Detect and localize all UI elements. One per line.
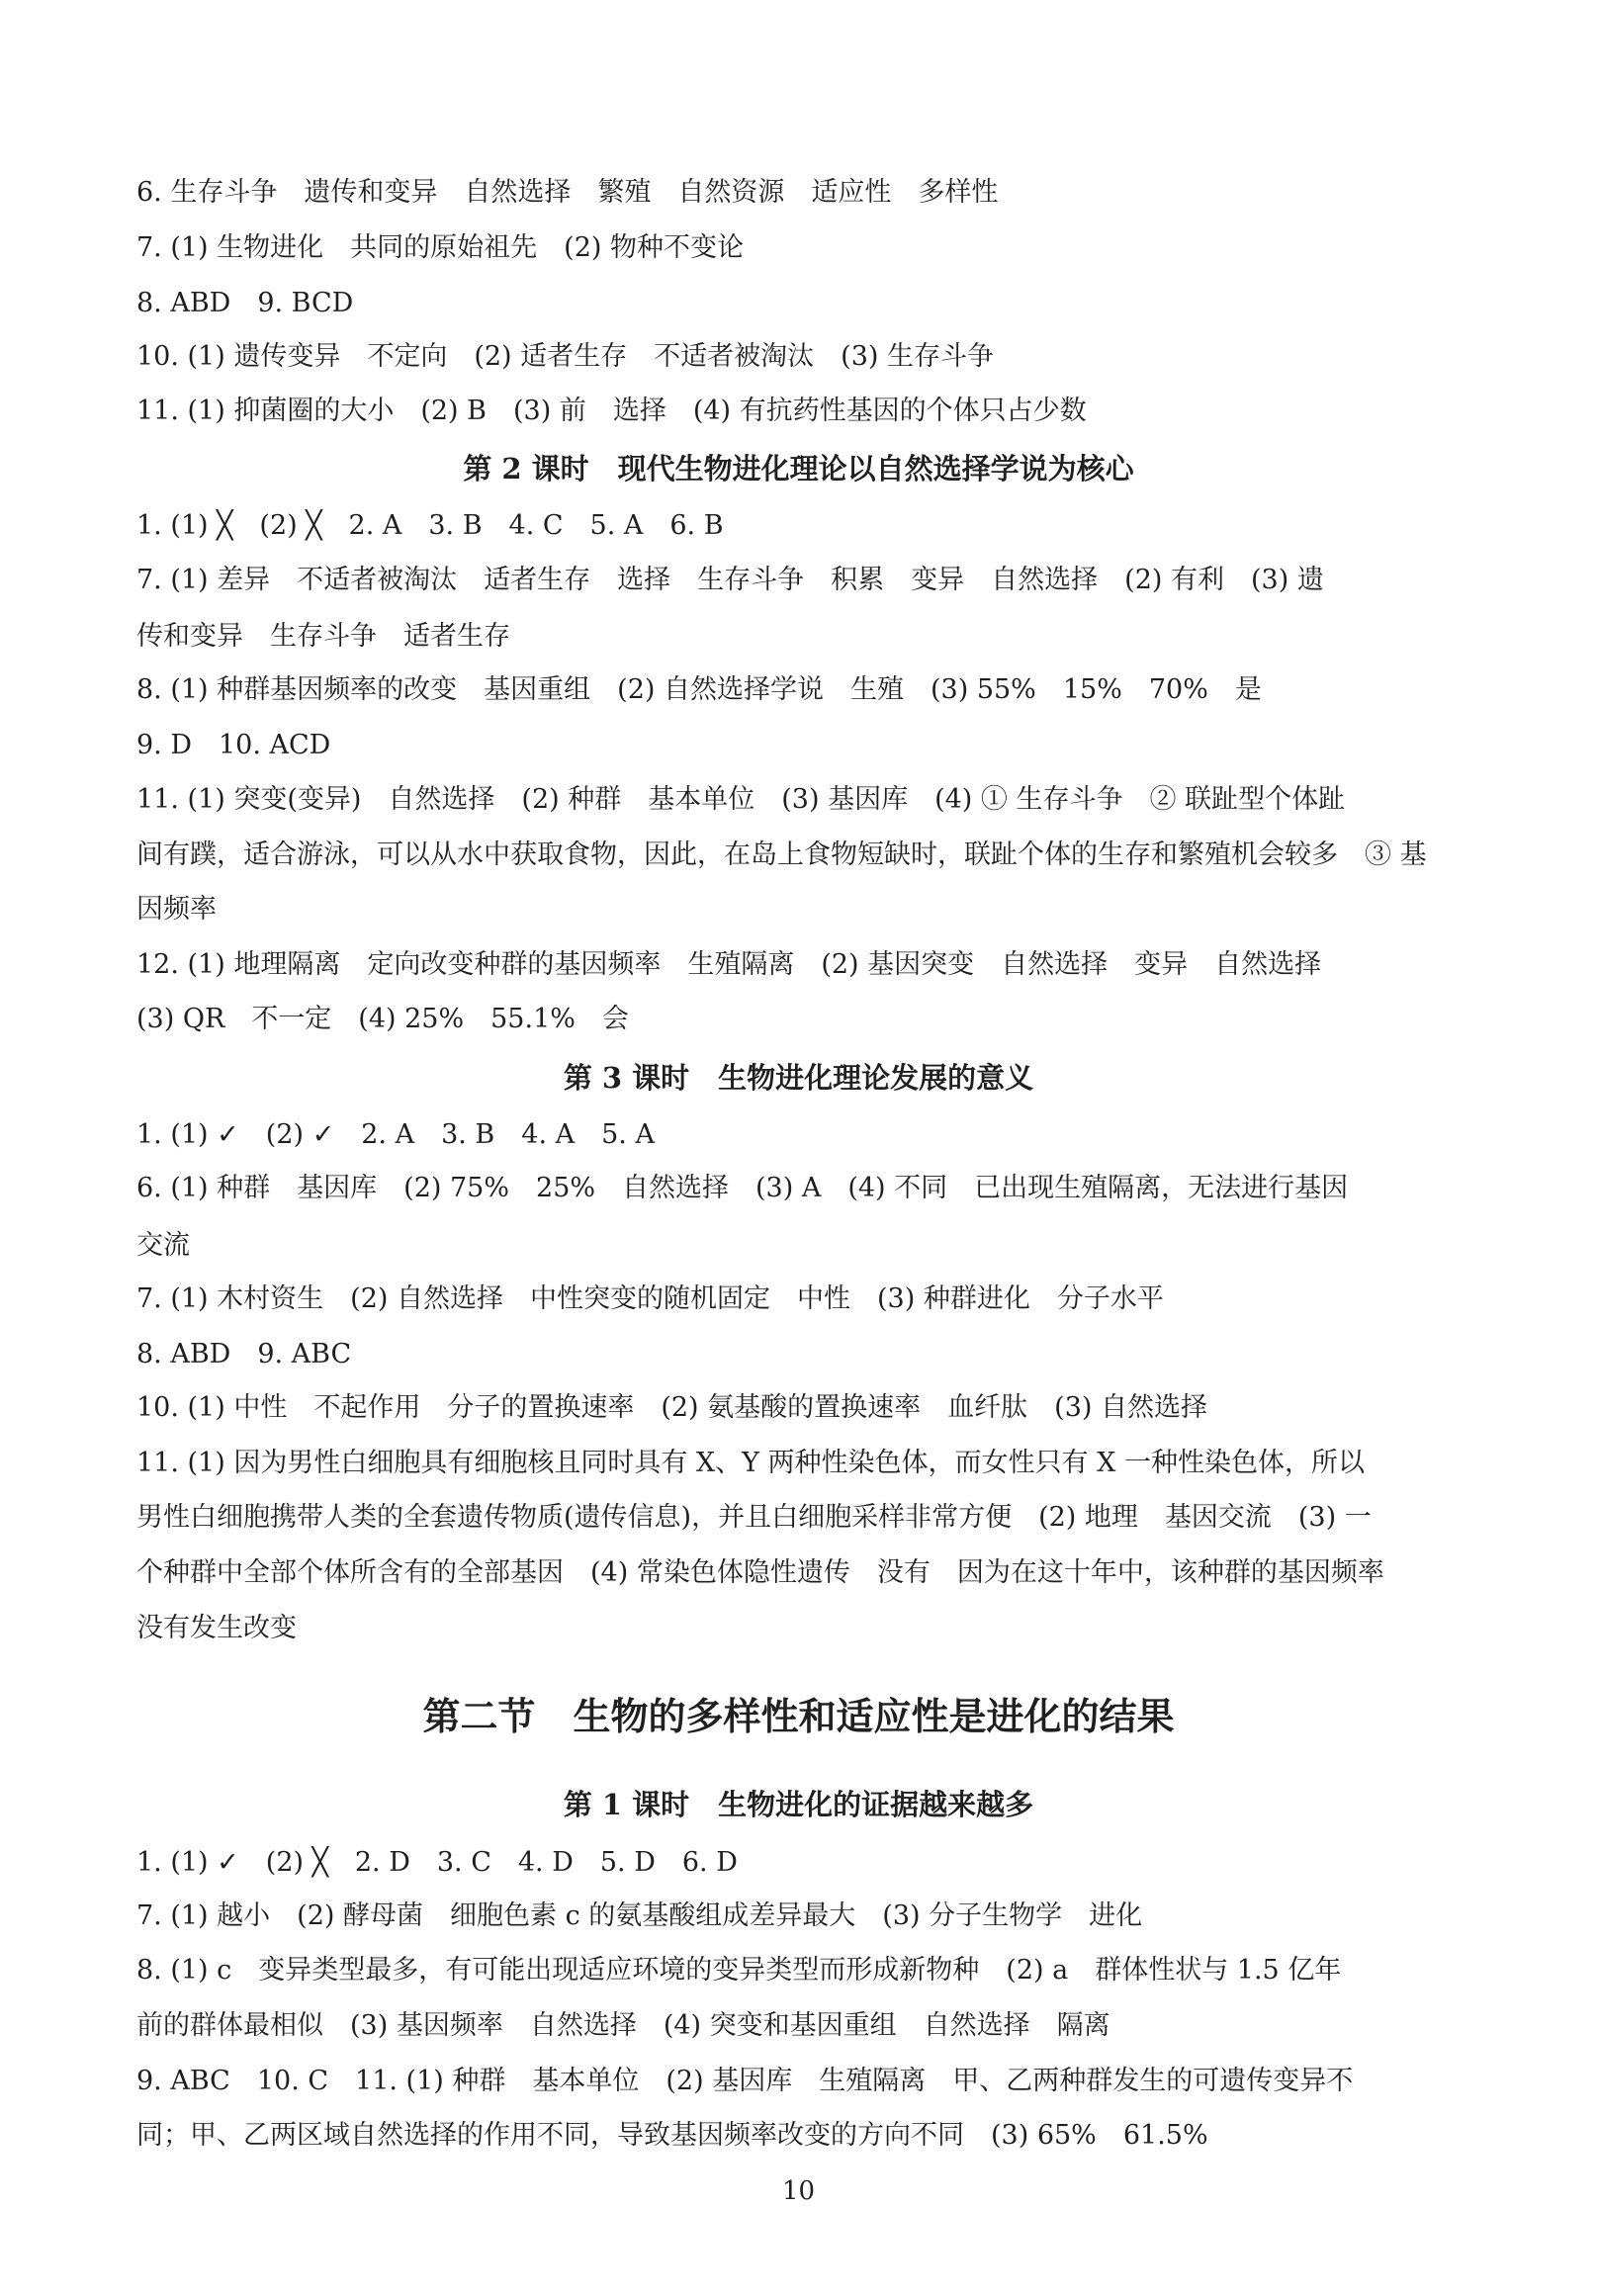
answer-line-10: 10. (1) 遗传变异 不定向 (2) 适者生存 不适者被淘汰 (3) 生存斗争	[136, 341, 995, 372]
answer-line-11: 11. (1) 因为男性白细胞具有细胞核且同时具有 X、Y 两种性染色体，而女性只有 X 一种性染色体，所以	[136, 1448, 1365, 1478]
answer-line-8: 8. (1) 种群基因频率的改变 基因重组 (2) 自然选择学说 生殖 (3) 55% 15% 70% 是	[136, 674, 1262, 705]
answer-line-11: 11. (1) 抑菌圈的大小 (2) B (3) 前 选择 (4) 有抗药性基因的个体只占少数	[136, 396, 1087, 426]
answer-line-7-cont: 传和变异 生存斗争 适者生存	[136, 621, 510, 652]
answer-line-12-cont: (3) QR 不一定 (4) 25% 55.1% 会	[136, 1004, 629, 1034]
page-number: 10	[781, 2176, 816, 2206]
answer-line-7: 7. (1) 木村资生 (2) 自然选择 中性突变的随机固定 中性 (3) 种群进化 分子水平	[136, 1283, 1164, 1314]
answer-line-6: 6. 生存斗争 遗传和变异 自然选择 繁殖 自然资源 适应性 多样性	[136, 177, 999, 208]
answer-line-11-cont2: 个种群中全部个体所含有的全部基因 (4) 常染色体隐性遗传 没有 因为在这十年中，该种群的基因频率	[136, 1557, 1384, 1588]
answer-line-9-10: 9. D 10. ACD	[136, 730, 331, 760]
answer-line-7: 7. (1) 差异 不适者被淘汰 适者生存 选择 生存斗争 积累 变异 自然选择 (2) 有利 (3) 遗	[136, 565, 1324, 595]
answer-line-11: 11. (1) 突变(变异) 自然选择 (2) 种群 基本单位 (3) 基因库 (4) ① 生存斗争 ② 联趾型个体趾	[136, 784, 1346, 815]
answer-line-8-9: 8. ABD 9. BCD	[136, 288, 354, 318]
answer-line-7: 7. (1) 越小 (2) 酵母菌 细胞色素 c 的氨基酸组成差异最大 (3) 分子生物学 进化	[136, 1900, 1143, 1931]
answer-line-11-cont3: 没有发生改变	[136, 1613, 297, 1643]
answer-line-11-cont: 男性白细胞携带人类的全套遗传物质(遗传信息)，并且白细胞采样非常方便 (2) 地理 基因交流 (3) 一	[136, 1502, 1372, 1533]
answer-line-8-9: 8. ABD 9. ABC	[136, 1339, 352, 1369]
answer-line-11-cont: 同；甲、乙两区域自然选择的作用不同，导致基因频率改变的方向不同 (3) 65% 61.5%	[136, 2120, 1208, 2151]
section-2-heading: 第二节 生物的多样性和适应性是进化的结果	[422, 1694, 1175, 1738]
answer-line-1-5: 1. (1) ✓ (2) ✓ 2. A 3. B 4. A 5. A	[136, 1119, 655, 1150]
lesson-3-heading: 第 3 课时 生物进化理论发展的意义	[563, 1061, 1034, 1095]
answer-line-7: 7. (1) 生物进化 共同的原始祖先 (2) 物种不变论	[136, 232, 744, 263]
lesson-1-heading: 第 1 课时 生物进化的证据越来越多	[563, 1788, 1034, 1821]
answer-line-6-cont: 交流	[136, 1230, 190, 1261]
answer-line-9-11: 9. ABC 10. C 11. (1) 种群 基本单位 (2) 基因库 生殖隔离 甲、乙两种群发生的可遗传变异不	[136, 2066, 1354, 2096]
lesson-2-heading: 第 2 课时 现代生物进化理论以自然选择学说为核心	[463, 452, 1134, 486]
answer-line-1-6: 1. (1) ╳ (2) ╳ 2. A 3. B 4. C 5. A 6. B	[136, 510, 724, 541]
answer-line-12: 12. (1) 地理隔离 定向改变种群的基因频率 生殖隔离 (2) 基因突变 自然选择 变异 自然选择	[136, 949, 1322, 980]
answer-line-8-cont: 前的群体最相似 (3) 基因频率 自然选择 (4) 突变和基因重组 自然选择 隔离	[136, 2010, 1110, 2041]
answer-line-1-6: 1. (1) ✓ (2) ╳ 2. D 3. C 4. D 5. D 6. D	[136, 1847, 738, 1878]
answer-line-11-cont2: 因频率	[136, 894, 217, 925]
answer-line-8: 8. (1) c 变异类型最多，有可能出现适应环境的变异类型而形成新物种 (2) a 群体性状与 1.5 亿年	[136, 1955, 1342, 1986]
answer-line-10: 10. (1) 中性 不起作用 分子的置换速率 (2) 氨基酸的置换速率 血纤肽 (3) 自然选择	[136, 1392, 1208, 1423]
answer-line-6: 6. (1) 种群 基因库 (2) 75% 25% 自然选择 (3) A (4) 不同 已出现生殖隔离，无法进行基因	[136, 1173, 1349, 1203]
answer-line-11-cont: 间有蹼，适合游泳，可以从水中获取食物，因此，在岛上食物短缺时，联趾个体的生存和繁殖机会较多 ③ 基	[136, 839, 1427, 870]
